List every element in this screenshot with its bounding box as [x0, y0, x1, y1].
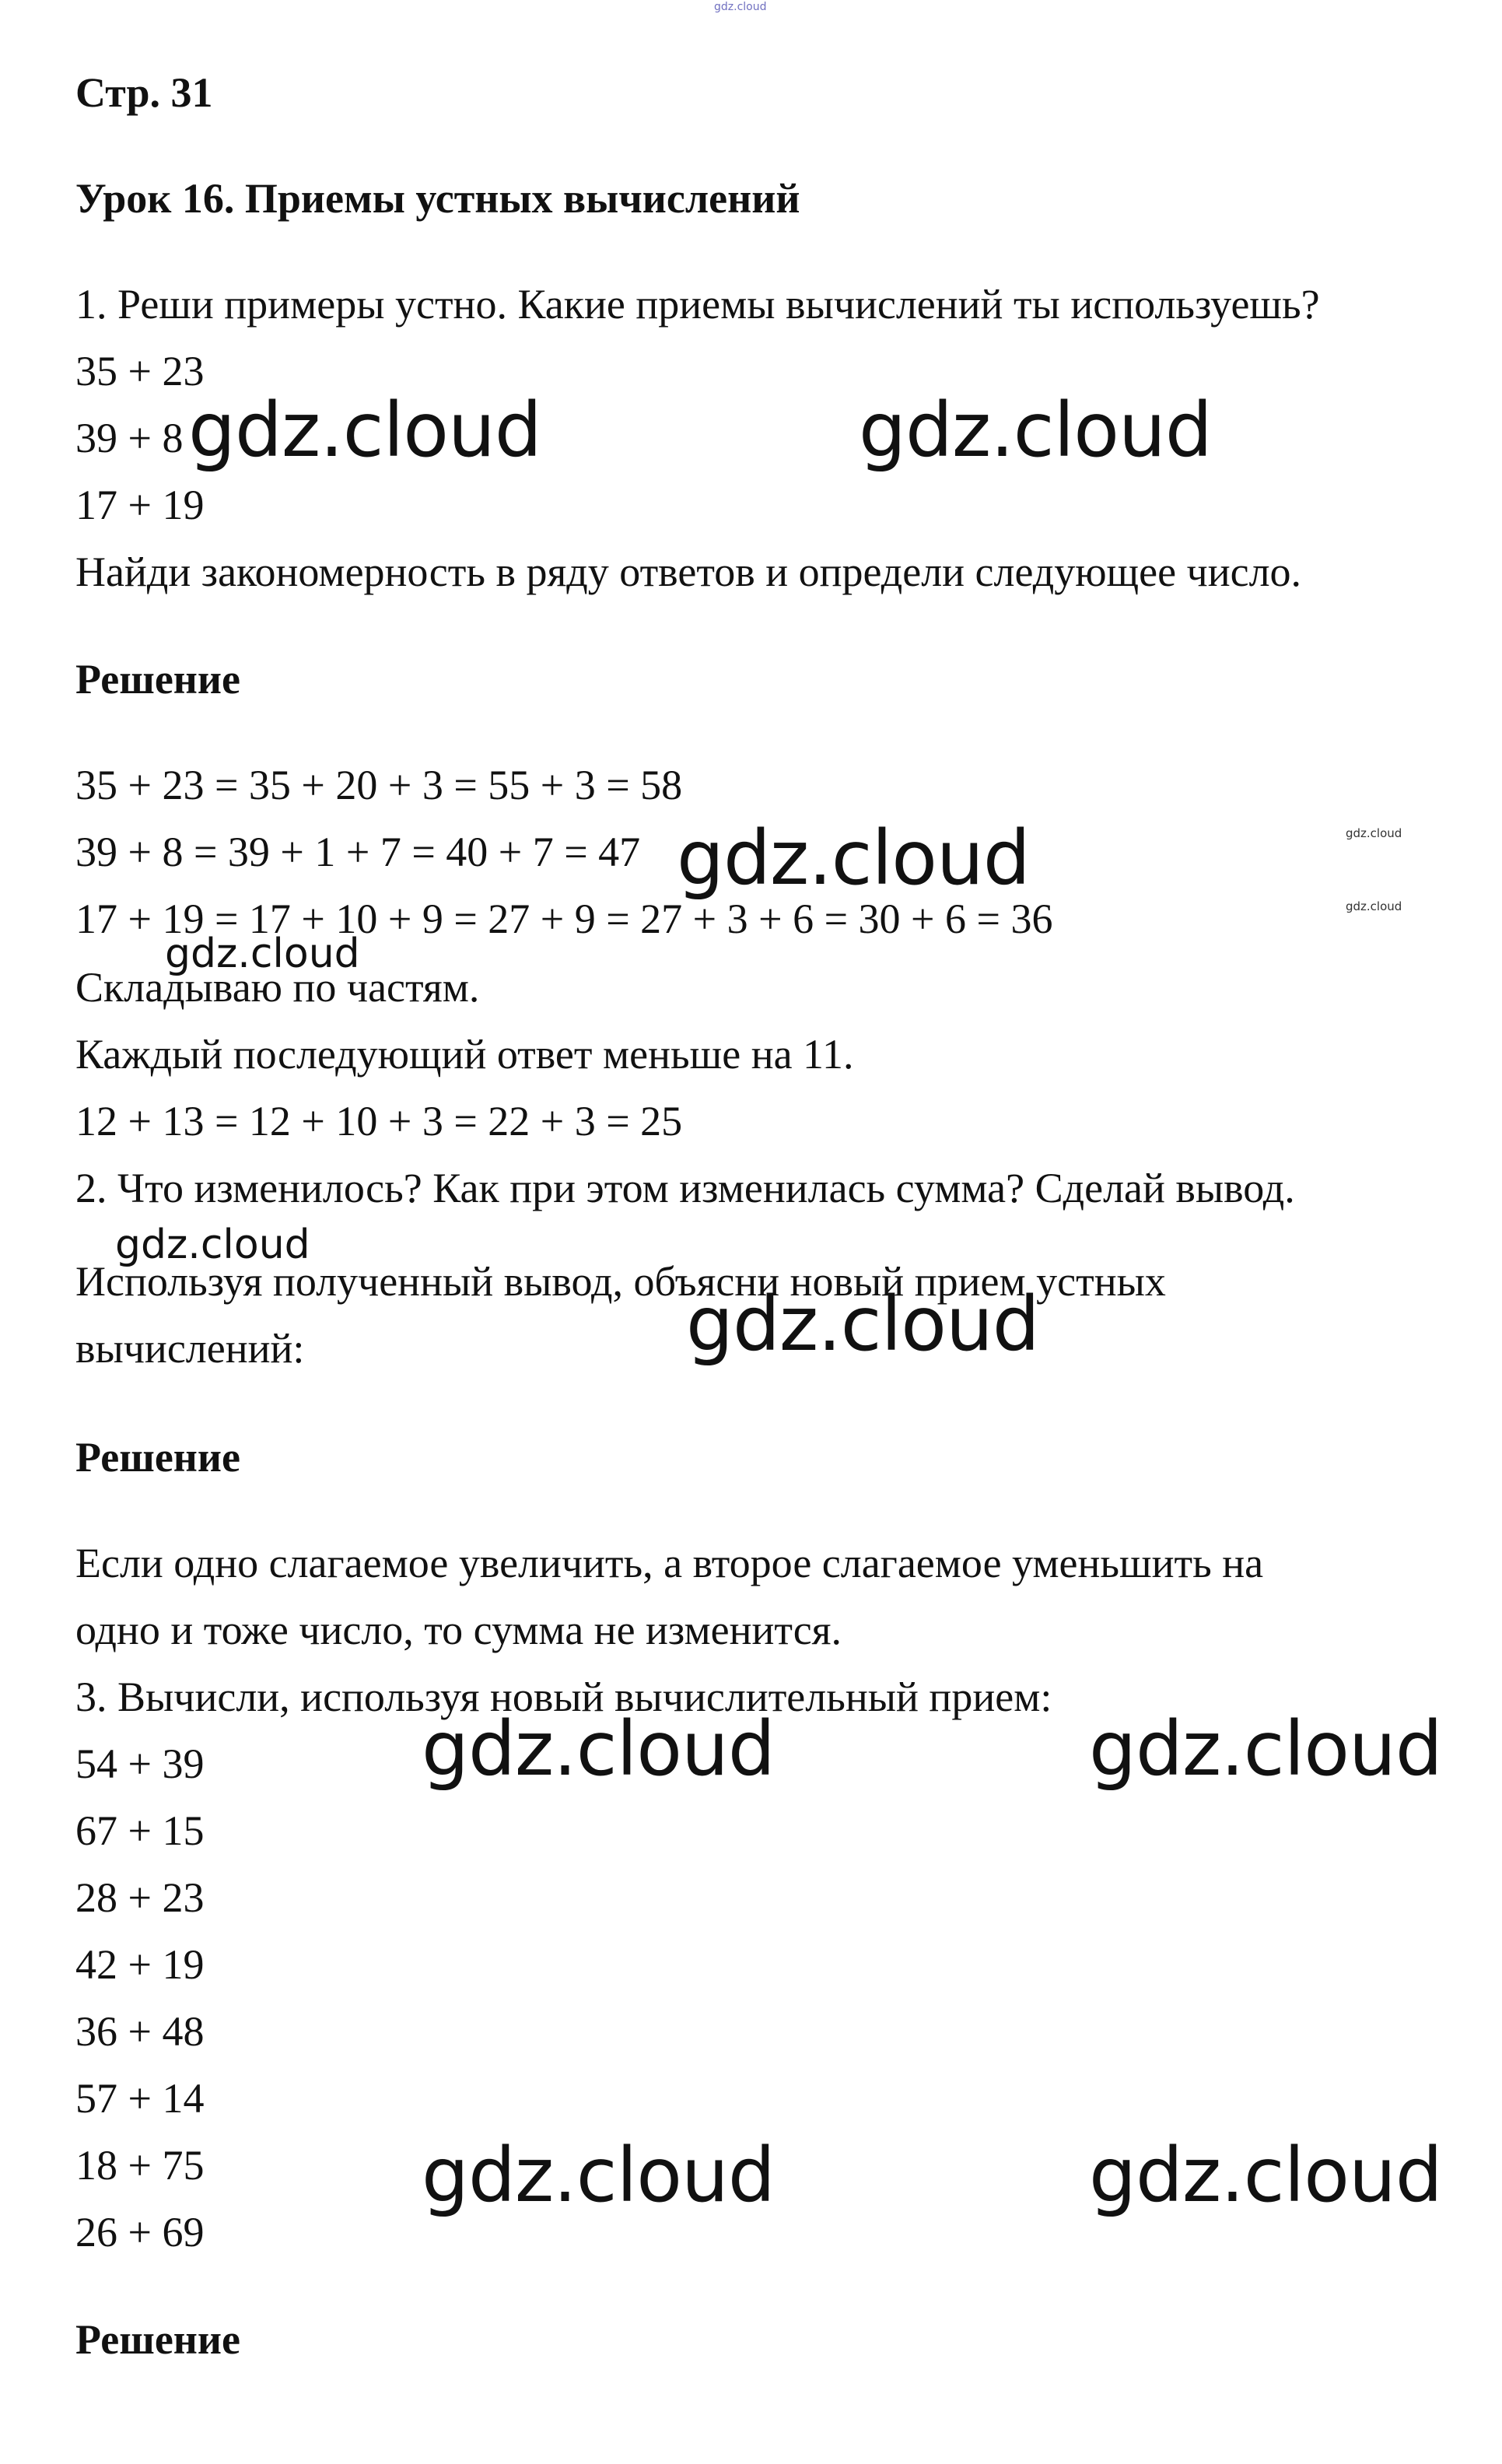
watermark: gdz.cloud	[1346, 826, 1402, 840]
solution2-line: одно и тоже число, то сумма не изменится.	[75, 1607, 842, 1653]
task3-example: 57 + 14	[75, 2075, 205, 2122]
task1-example: 35 + 23	[75, 348, 205, 394]
task3-example: 36 + 48	[75, 2008, 205, 2055]
task2-line: Используя полученный вывод, объясни новый прием устных	[75, 1258, 1166, 1305]
solution1-line: 39 + 8 = 39 + 1 + 7 = 40 + 7 = 47	[75, 829, 641, 875]
watermark: gdz.cloud	[1089, 2132, 1442, 2219]
watermark: gdz.cloud	[188, 387, 541, 474]
watermark: gdz.cloud	[115, 1221, 310, 1268]
solution-heading: Решение	[75, 656, 240, 703]
lesson-title: Урок 16. Приемы устных вычислений	[75, 175, 800, 222]
task1-example: 39 + 8	[75, 415, 184, 461]
task3-example: 26 + 69	[75, 2209, 205, 2255]
solution1-line: Каждый последующий ответ меньше на 11.	[75, 1031, 854, 1078]
task2-line: вычислений:	[75, 1325, 305, 1372]
watermark: gdz.cloud	[422, 2132, 775, 2219]
watermark: gdz.cloud	[1089, 1705, 1442, 1793]
solution2-line: Если одно слагаемое увеличить, а второе слагаемое уменьшить на	[75, 1540, 1264, 1586]
task3-example: 54 + 39	[75, 1740, 205, 1787]
solution1-line: Складываю по частям.	[75, 964, 480, 1011]
task2-prompt: 2. Что изменилось? Как при этом изменилась сумма? Сделай вывод.	[75, 1165, 1295, 1211]
solution1-line: 12 + 13 = 12 + 10 + 3 = 22 + 3 = 25	[75, 1098, 683, 1144]
task1-question: Найди закономерность в ряду ответов и определи следующее число.	[75, 549, 1302, 595]
watermark: gdz.cloud	[686, 1281, 1039, 1368]
task3-prompt: 3. Вычисли, используя новый вычислительный прием:	[75, 1674, 1052, 1720]
solution1-line: 35 + 23 = 35 + 20 + 3 = 55 + 3 = 58	[75, 762, 683, 808]
task3-example: 28 + 23	[75, 1874, 205, 1921]
task3-example: 67 + 15	[75, 1807, 205, 1854]
watermark: gdz.cloud	[165, 931, 360, 977]
solution1-line: 17 + 19 = 17 + 10 + 9 = 27 + 9 = 27 + 3 + 6 = 30 + 6 = 36	[75, 896, 1053, 942]
watermark: gdz.cloud	[714, 1, 767, 13]
watermark: gdz.cloud	[1346, 899, 1402, 913]
watermark: gdz.cloud	[859, 387, 1212, 474]
task3-example: 18 + 75	[75, 2142, 205, 2189]
solution-heading: Решение	[75, 2316, 240, 2363]
page-label: Стр. 31	[75, 69, 213, 116]
task1-prompt: 1. Реши примеры устно. Какие приемы вычислений ты используешь?	[75, 281, 1320, 328]
watermark: gdz.cloud	[677, 815, 1030, 902]
solution-heading: Решение	[75, 1434, 240, 1481]
task1-example: 17 + 19	[75, 482, 205, 528]
task3-example: 42 + 19	[75, 1941, 205, 1988]
watermark: gdz.cloud	[422, 1705, 775, 1793]
